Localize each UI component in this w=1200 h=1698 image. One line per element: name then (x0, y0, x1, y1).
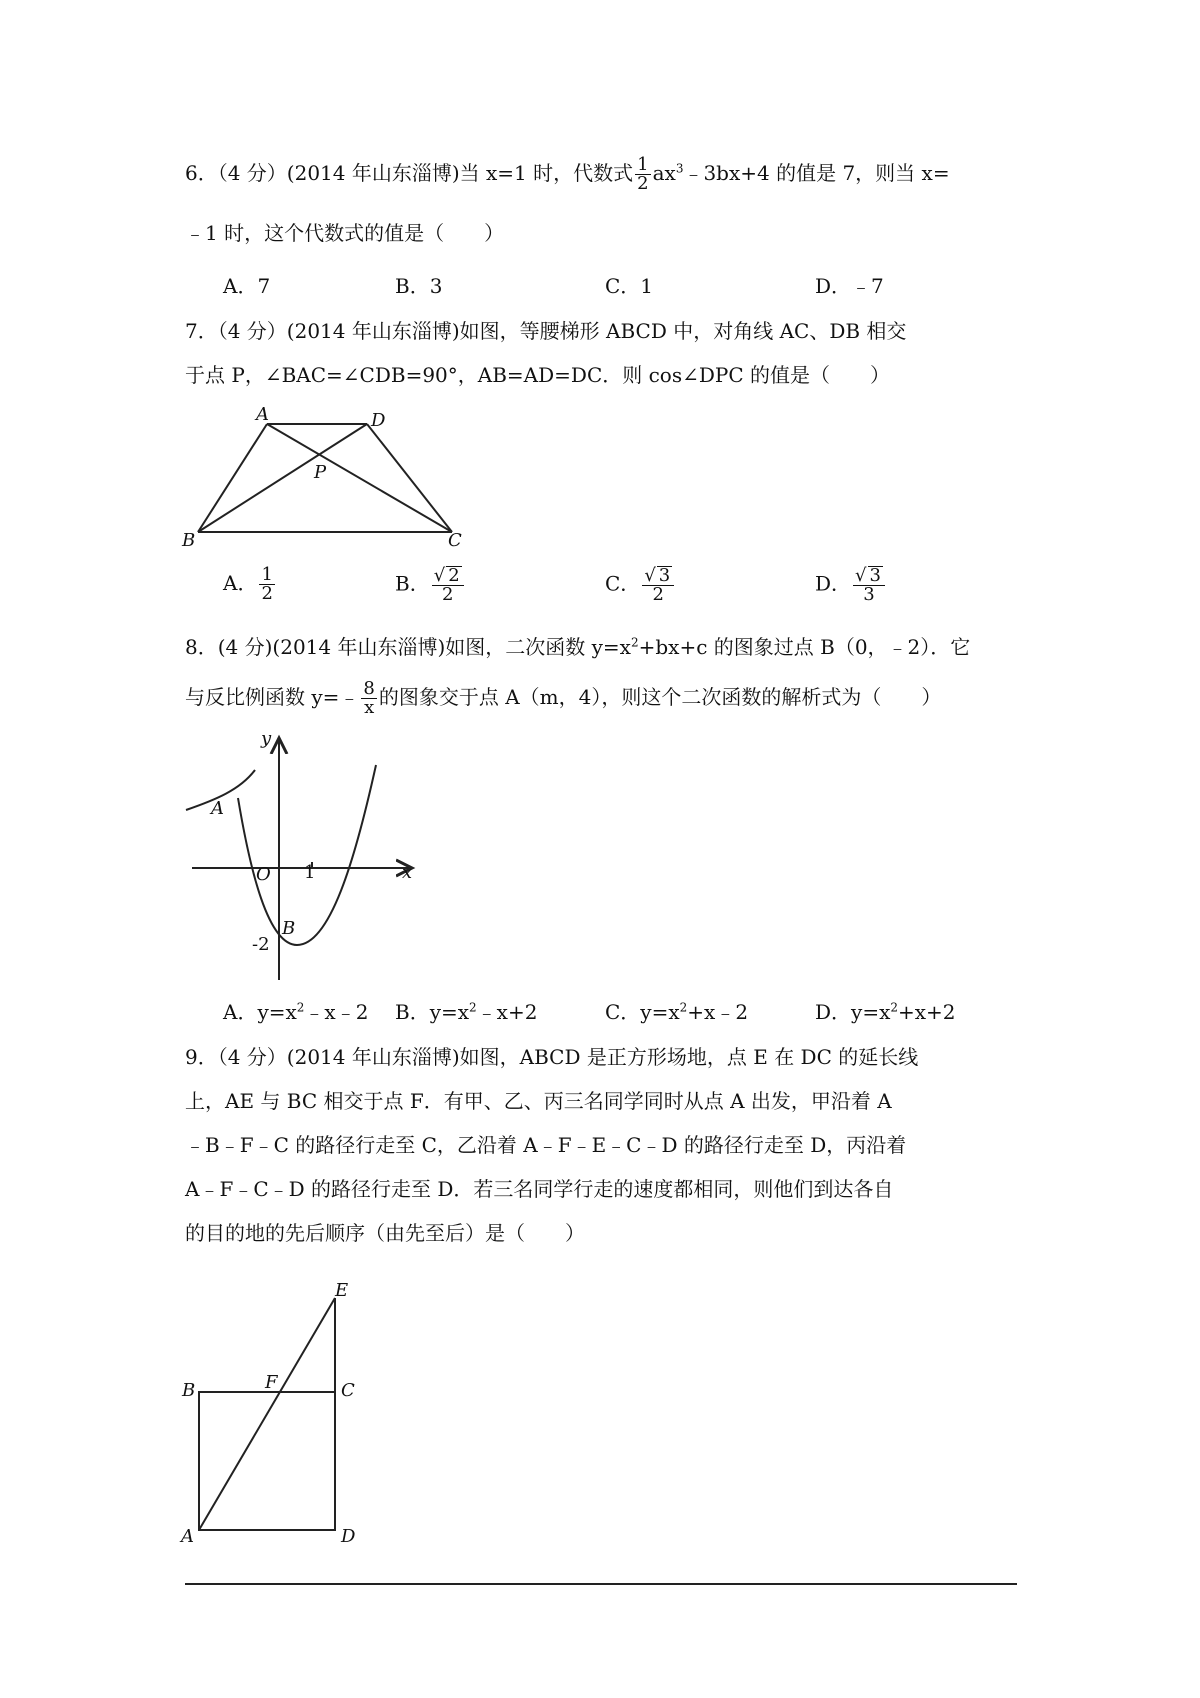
q8-label-y: y (261, 728, 272, 749)
q7-line2: 于点 P，∠BAC=∠CDB=90°，AB=AD=DC．则 cos∠DPC 的值是（ ） (185, 363, 891, 387)
q8-label-one: 1 (304, 862, 316, 883)
q7-label-d: D (371, 410, 386, 431)
q8-choice-c: C．$y=x^2+x﹣2$ (605, 1000, 749, 1024)
q8-line1: 8．(4 分)(2014 年山东淄博)如图，二次函数 $y=x^2+bx+c$ 的图象过点 B（0，﹣2）．它 (185, 635, 971, 659)
q7-choice-d-fraction: $\frac{√ 3}{3}$ (853, 566, 885, 604)
q8-label-minus2: -2 (252, 934, 270, 955)
q9-line4: A﹣F﹣C﹣D 的路径行走至 D．若三名同学行走的速度都相同，则他们到达各自 (185, 1177, 894, 1201)
q6-choice-b: B．3 (395, 274, 443, 298)
q8-line2: 与反比例函数 y=﹣ $\frac{8}{x}$ 的图象交于点 A（m，4），则这个二次函数的解析式为（ ） (185, 678, 942, 718)
q6-choice-d: D．﹣7 (815, 274, 884, 298)
q9-label-a: A (181, 1526, 194, 1547)
q6-choice-c: C．1 (605, 274, 654, 298)
q8-choice-a: A．$y=x^2﹣x﹣2$ (223, 1000, 369, 1024)
q8-label-o: O (256, 864, 271, 885)
q6-text-a: 6．（4 分）(2014 年山东淄博)当 x=1 时，代数式 (185, 161, 634, 185)
q7-choice-c: C． $\frac{√ 3}{2}$ (605, 566, 676, 604)
q7-choice-c-fraction: $\frac{√ 3}{2}$ (642, 566, 674, 604)
q7-label-b: B (182, 530, 196, 551)
q7-label-p: P (314, 462, 327, 483)
q8-fraction: $\frac{8}{x}$ (363, 678, 375, 718)
q8-label-x: x (402, 862, 413, 883)
q9-line5: 的目的地的先后顺序（由先至后）是（ ） (185, 1221, 585, 1245)
q8-label-b: B (282, 918, 296, 939)
q6-line2: ﹣1 时，这个代数式的值是（ ） (185, 221, 505, 245)
q9-line1: 9．（4 分）(2014 年山东淄博)如图，ABCD 是正方形场地，点 E 在 DC 的延长线 (185, 1045, 919, 1069)
q7-choice-d: D． $\frac{√ 3}{3}$ (815, 566, 887, 604)
q9-label-c: C (341, 1380, 355, 1401)
q8-choice-b: B．$y=x^2﹣x+2$ (395, 1000, 538, 1024)
q9-label-d: D (341, 1526, 356, 1547)
q9-line3: ﹣B﹣F﹣C 的路径行走至 C，乙沿着 A﹣F﹣E﹣C﹣D 的路径行走至 D，丙沿着 (185, 1133, 907, 1157)
q6-exponent: 3 (675, 161, 684, 176)
q8-label-a: A (211, 798, 224, 819)
q7-choice-a-fraction: $\frac{1}{2}$ (261, 564, 273, 604)
q9-segment-ae (199, 1298, 335, 1530)
q7-choice-b-fraction: $\frac{√ 2}{2}$ (432, 566, 464, 604)
q6-text-c: ﹣3bx+4 的值是 7，则当 x= (683, 161, 950, 185)
q7-label-a: A (256, 404, 269, 425)
q9-label-b: B (182, 1380, 196, 1401)
q6-fraction: $\frac{1}{2}$ (637, 154, 649, 194)
q7-choice-b: B． $\frac{√ 2}{2}$ (395, 566, 466, 604)
q7-choice-a: A． $\frac{1}{2}$ (223, 564, 273, 604)
q8-choice-d: D．$y=x^2+x+2$ (815, 1000, 956, 1024)
q7-label-c: C (448, 530, 462, 551)
q9-label-e: E (335, 1280, 349, 1301)
q6-text-b: ax (652, 161, 676, 185)
q9-label-f: F (265, 1372, 278, 1393)
footer-rule (185, 1583, 1017, 1585)
q8-exponent: 2 (630, 635, 639, 650)
q6-choice-a: A．7 (223, 274, 271, 298)
q9-line2: 上，AE 与 BC 相交于点 F．有甲、乙、丙三名同学同时从点 A 出发，甲沿着 A (185, 1089, 892, 1113)
q7-line1: 7．（4 分）(2014 年山东淄博)如图，等腰梯形 ABCD 中，对角线 AC、DB 相交 (185, 319, 907, 343)
